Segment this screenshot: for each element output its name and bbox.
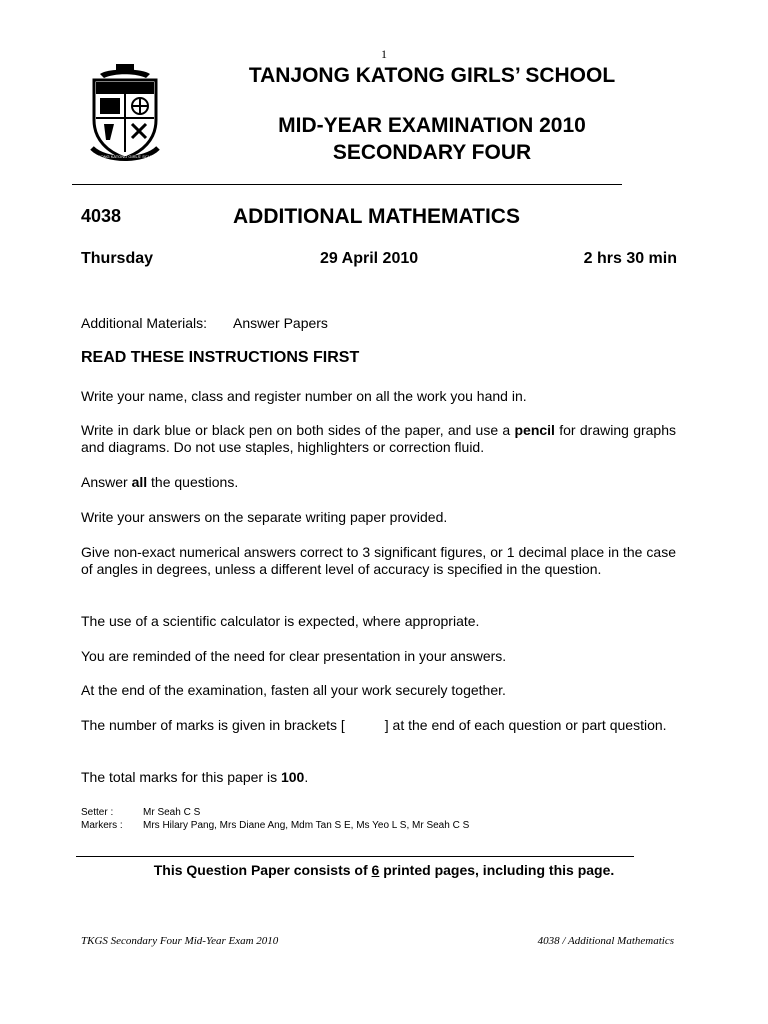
markers-line: Markers : Mrs Hilary Pang, Mrs Diane Ang, Mdm Tan S E, Ms Yeo L S, Mr Seah C S xyxy=(81,820,470,831)
materials-label: Additional Materials: xyxy=(81,315,208,331)
footer-right: 4038 / Additional Mathematics xyxy=(537,935,674,947)
materials-value: Answer Papers xyxy=(233,315,328,331)
instruction-answer-all: Answer all the questions. xyxy=(81,474,239,490)
pencil-emphasis: pencil xyxy=(514,422,555,438)
exam-title-line-2: SECONDARY FOUR xyxy=(332,141,532,164)
bottom-divider xyxy=(76,856,634,857)
instruction-presentation: You are reminded of the need for clear presentation in your answers. xyxy=(81,648,507,664)
footer-left: TKGS Secondary Four Mid-Year Exam 2010 xyxy=(81,935,279,947)
total-marks-value: 100 xyxy=(280,769,305,785)
instruction-total-marks: The total marks for this paper is 100. xyxy=(81,769,309,785)
subject-title: ADDITIONAL MATHEMATICS xyxy=(233,205,520,228)
exam-day: Thursday xyxy=(81,250,154,267)
svg-text:TANJONG KATONG GIRLS' SCHOOL: TANJONG KATONG GIRLS' SCHOOL xyxy=(90,154,160,159)
paper-code: 4038 xyxy=(81,206,122,226)
school-name: TANJONG KATONG GIRLS’ SCHOOL xyxy=(248,64,616,87)
page-number: 1 xyxy=(381,47,387,61)
exam-title-line-1: MID-YEAR EXAMINATION 2010 xyxy=(278,114,586,137)
instruction-name: Write your name, class and register number on all the work you hand in. xyxy=(81,388,527,404)
instructions-heading: READ THESE INSTRUCTIONS FIRST xyxy=(81,349,360,366)
exam-title xyxy=(232,112,632,166)
instruction-fasten: At the end of the examination, fasten all your work securely together. xyxy=(81,682,506,698)
setter-line: Setter : Mr Seah C S xyxy=(81,807,201,818)
school-crest-icon xyxy=(86,62,164,164)
exam-duration: 2 hrs 30 min xyxy=(583,250,677,267)
page-count: 6 xyxy=(371,862,380,878)
instruction-writing-paper: Write your answers on the separate writing paper provided. xyxy=(81,509,448,525)
instruction-calculator: The use of a scientific calculator is expected, where appropriate. xyxy=(81,613,480,629)
all-emphasis: all xyxy=(131,474,148,490)
instruction-accuracy: Give non-exact numerical answers correct to 3 significant figures, or 1 decimal place in the case of angles in degrees, unless a different level of accuracy is specified in the question. xyxy=(81,544,676,577)
instruction-pen: Write in dark blue or black pen on both sides of the paper, and use a pencil for drawing graphs and diagrams. Do not use staples, highlighters or correction fluid. xyxy=(81,422,677,455)
page-count-note: This Question Paper consists of 6 printed pages, including this page. xyxy=(153,862,615,878)
instruction-marks: The number of marks is given in brackets [ ] at the end of each question or part question. xyxy=(81,717,667,733)
top-divider xyxy=(72,184,622,185)
exam-date: 29 April 2010 xyxy=(320,250,419,267)
